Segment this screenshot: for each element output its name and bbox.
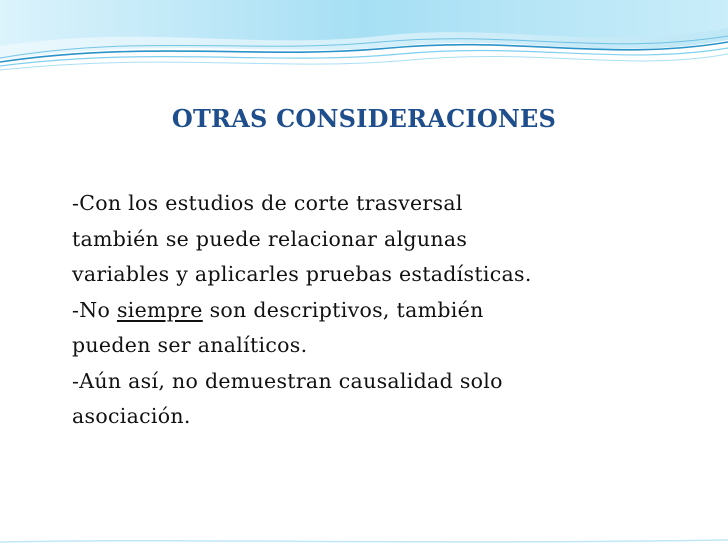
body-line: asociación. bbox=[72, 404, 191, 428]
body-line: variables y aplicarles pruebas estadísticas. bbox=[72, 262, 532, 286]
body-text: -No bbox=[72, 297, 117, 322]
body-line: pueden ser analíticos. bbox=[72, 333, 308, 357]
body-text: son descriptivos, también bbox=[202, 297, 484, 322]
slide-title: OTRAS CONSIDERACIONES bbox=[171, 104, 557, 133]
body-line bbox=[72, 293, 692, 329]
body-line: -Aún así, no demuestran causalidad solo bbox=[72, 368, 503, 393]
emphasis-underlined-text: siempre bbox=[116, 297, 203, 322]
body-line: también se puede relacionar algunas bbox=[72, 226, 468, 251]
bottom-wave-decoration bbox=[0, 536, 728, 546]
body-line: -Con los estudios de corte trasversal bbox=[72, 191, 463, 215]
wave-header-decoration bbox=[0, 0, 728, 90]
slide-body bbox=[72, 186, 692, 435]
